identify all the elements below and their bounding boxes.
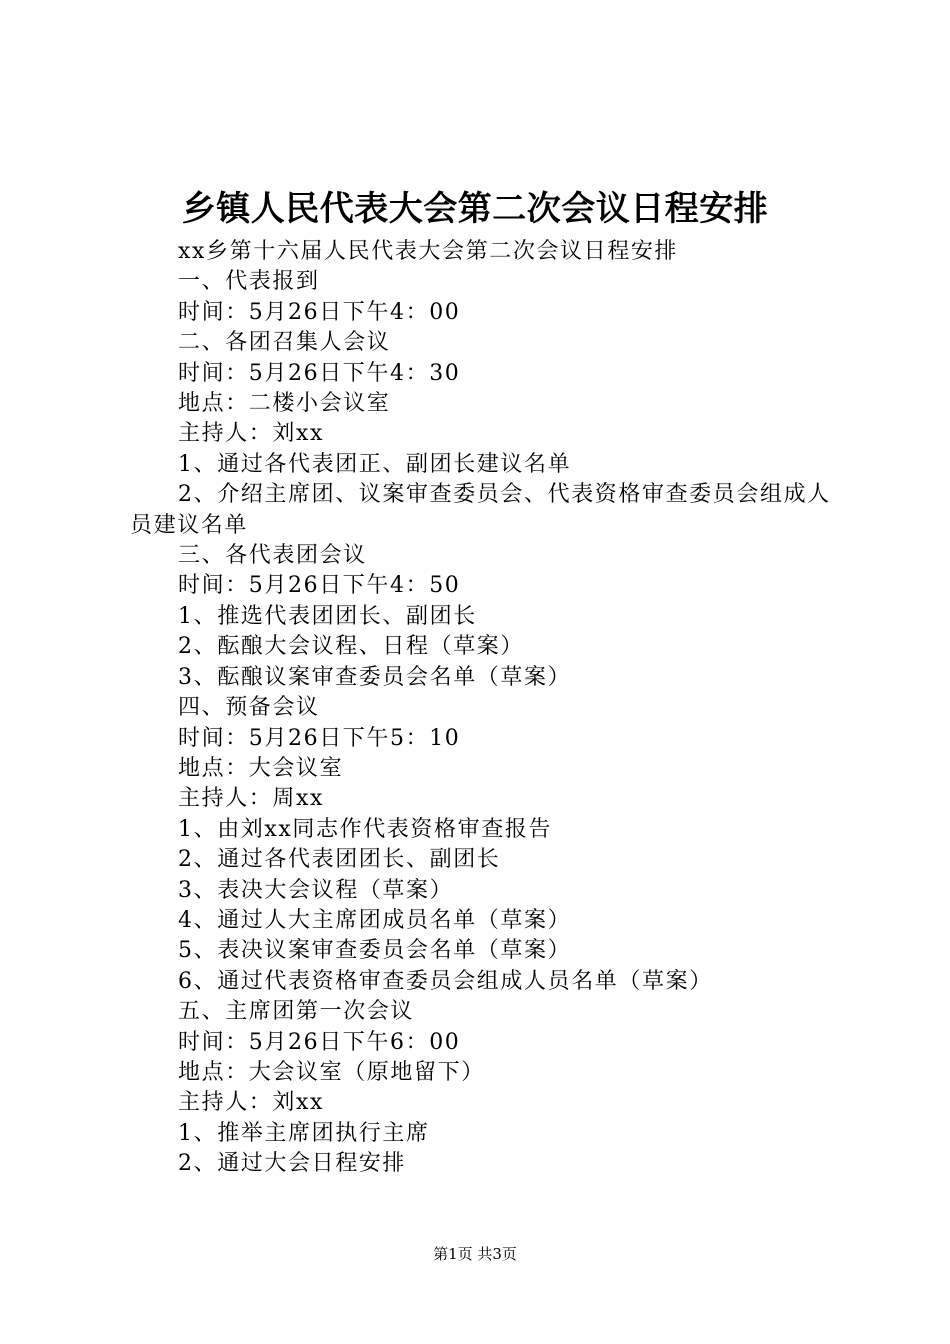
- list-item: 2、介绍主席团、议案审查委员会、代表资格审查委员会组成人员建议名单: [130, 482, 831, 538]
- list-item: 2、通过各代表团团长、副团长: [178, 847, 501, 873]
- document-title: 乡镇人民代表大会第二次会议日程安排: [181, 189, 769, 229]
- list-item: 1、通过各代表团正、副团长建议名单: [178, 451, 572, 477]
- paragraph: 时间：5月26日下午6：00: [178, 1029, 461, 1055]
- section-heading: 二、各团召集人会议: [178, 330, 391, 356]
- paragraph: xx乡第十六届人民代表大会第二次会议日程安排: [178, 239, 679, 264]
- section-heading: 一、代表报到: [178, 269, 320, 295]
- list-item: 1、推举主席团执行主席: [178, 1120, 430, 1146]
- list-item: 3、酝酿议案审查委员会名单（草案）: [178, 664, 572, 690]
- list-item: 3、表决大会议程（草案）: [178, 877, 454, 903]
- paragraph: 主持人：周xx: [178, 786, 325, 812]
- page-footer: 第1页 共3页: [433, 1245, 517, 1263]
- list-item: 4、通过人大主席团成员名单（草案）: [178, 907, 572, 933]
- paragraph: 时间：5月26日下午5：10: [178, 725, 461, 751]
- paragraph: 时间：5月26日下午4：00: [178, 299, 461, 325]
- section-heading: 四、预备会议: [178, 695, 320, 721]
- document-body: [130, 237, 835, 1180]
- list-item: 2、酝酿大会议程、日程（草案）: [178, 634, 524, 660]
- paragraph: 主持人：刘xx: [178, 1090, 325, 1116]
- paragraph: 地点：大会议室（原地留下）: [178, 1059, 485, 1085]
- paragraph: 地点：大会议室: [178, 755, 344, 781]
- section-heading: 三、各代表团会议: [178, 543, 367, 569]
- list-item: 2、通过大会日程安排: [178, 1151, 406, 1177]
- paragraph: 时间：5月26日下午4：30: [178, 360, 461, 386]
- list-item: 1、由刘xx同志作代表资格审查报告: [178, 816, 553, 842]
- paragraph: 地点：二楼小会议室: [178, 391, 391, 417]
- list-item: 5、表决议案审查委员会名单（草案）: [178, 938, 572, 964]
- paragraph: 主持人：刘xx: [178, 421, 325, 447]
- paragraph: 时间：5月26日下午4：50: [178, 573, 461, 599]
- list-item: 1、推选代表团团长、副团长: [178, 603, 477, 629]
- list-item: 6、通过代表资格审查委员会组成人员名单（草案）: [178, 968, 713, 994]
- section-heading: 五、主席团第一次会议: [178, 999, 415, 1025]
